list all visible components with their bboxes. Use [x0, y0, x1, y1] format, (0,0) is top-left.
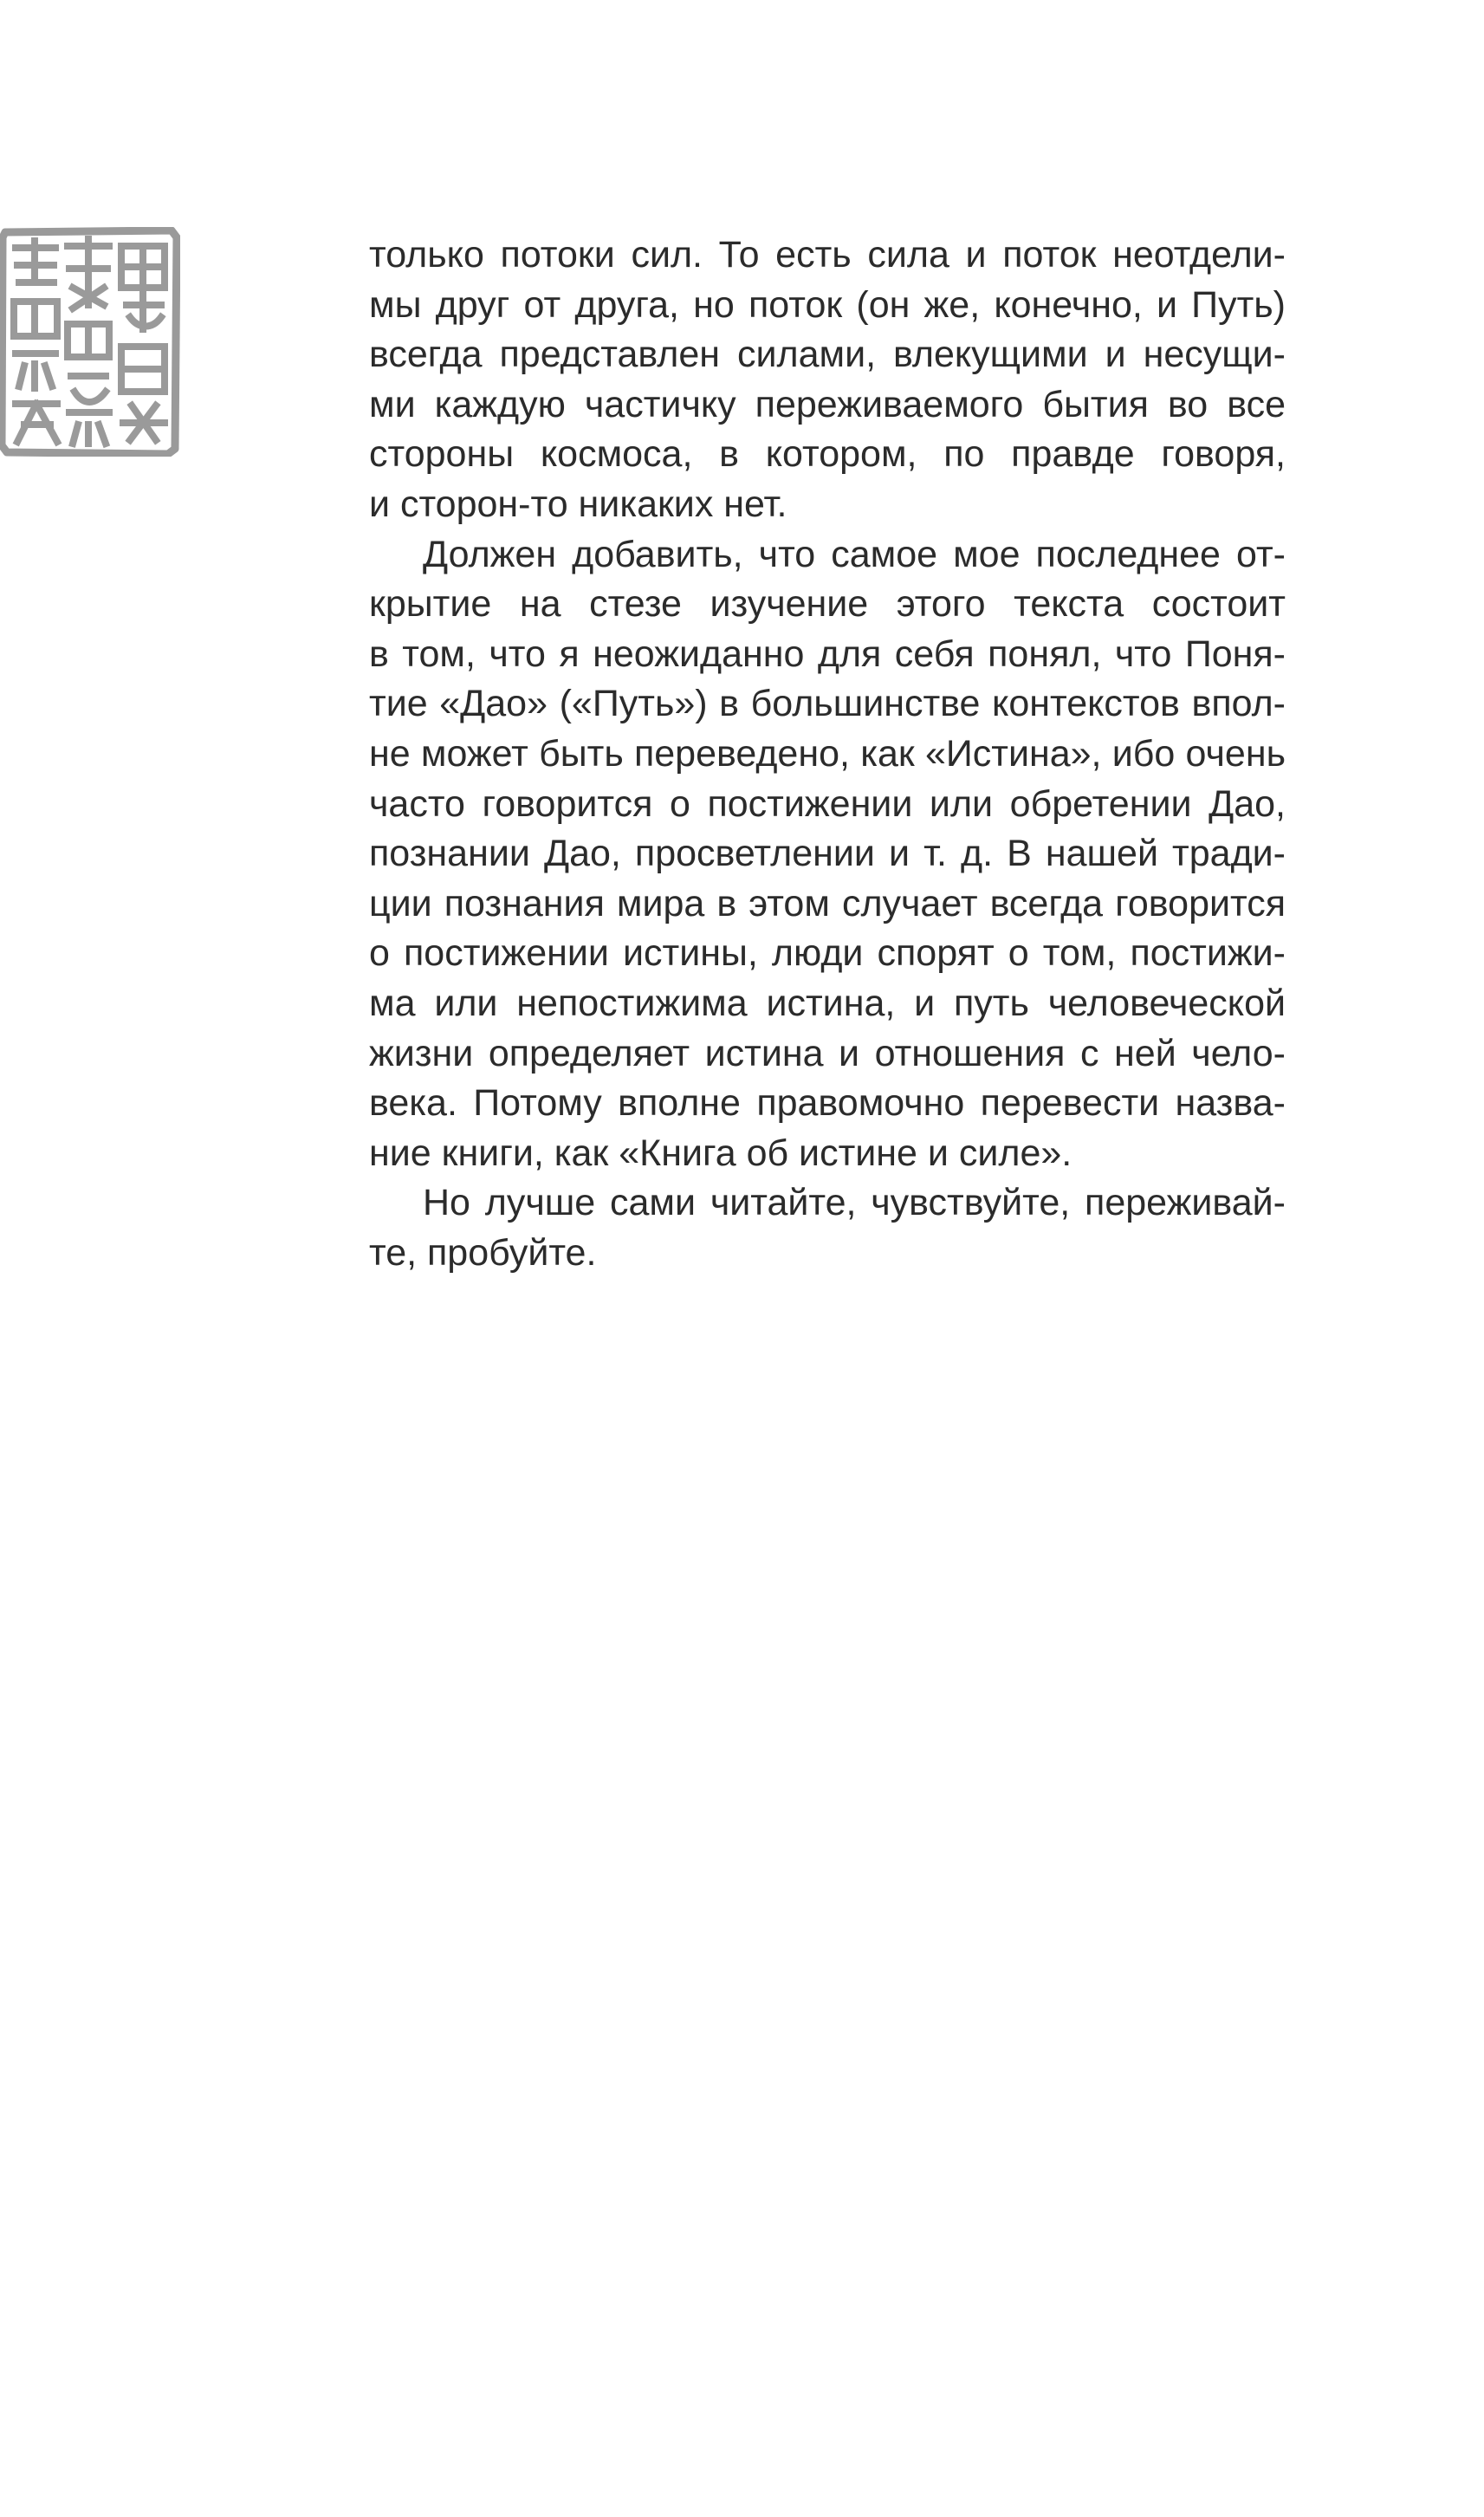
- paragraph-1: [369, 230, 1286, 530]
- text-line: познании Дао, просветлении и т. д. В нашей тради-: [369, 833, 1286, 875]
- paragraph-3: [369, 1178, 1286, 1278]
- text-line: в том, что я неожиданно для себя понял, что Поня-: [369, 632, 1286, 675]
- text-line: не может быть переведено, как «Истина», ибо очень: [369, 732, 1286, 775]
- text-line: и сторон-то никаких нет.: [369, 483, 787, 525]
- text-line: ции познания мира в этом случает всегда говорится: [369, 882, 1286, 924]
- text-line: жизни определяет истина и отношения с ней чело-: [369, 1032, 1286, 1074]
- text-line: Но лучше сами читайте, чувствуйте, переживай-: [423, 1182, 1286, 1224]
- text-line: стороны космоса, в котором, по правде говоря,: [369, 433, 1286, 476]
- text-line: ние книги, как «Книга об истине и силе».: [369, 1132, 1072, 1174]
- text-line: крытие на стезе изучение этого текста состоит: [369, 583, 1286, 626]
- chinese-seal-icon: [0, 227, 180, 457]
- text-line: часто говорится о постижении или обретении Дао,: [369, 782, 1286, 825]
- text-line: века. Потому вполне правомочно перевести назва-: [369, 1082, 1286, 1125]
- text-line: тие «Дао» («Путь») в большинстве контекстов впол-: [369, 683, 1286, 725]
- text-line: те, пробуйте.: [369, 1231, 597, 1274]
- text-line: только потоки сил. То есть сила и поток неотдели-: [369, 234, 1286, 276]
- text-line: Должен добавить, что самое мое последнее от-: [423, 533, 1286, 575]
- text-line: о постижении истины, люди спорят о том, постижи-: [369, 932, 1286, 975]
- text-line: ма или непостижима истина, и путь человеческой: [369, 982, 1286, 1024]
- text-line: мы друг от друга, но поток (он же, конечно, и Путь): [369, 283, 1286, 326]
- text-line: всегда представлен силами, влекущими и несущи-: [369, 334, 1286, 376]
- paragraph-2: [369, 530, 1286, 1179]
- text-line: ми каждую частичку переживаемого бытия во все: [369, 383, 1286, 425]
- body-text: [369, 230, 1286, 1278]
